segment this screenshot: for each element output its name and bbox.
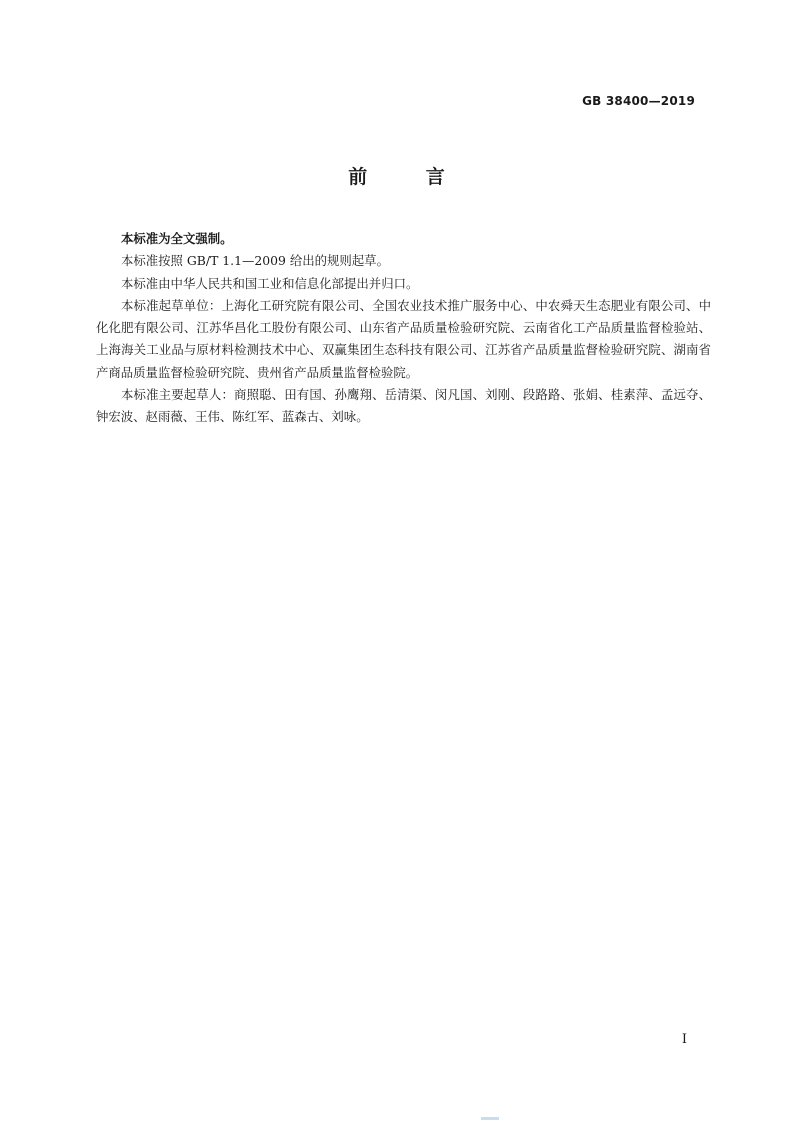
paragraph-drafters: 本标准主要起草人：商照聪、田有国、孙鹰翔、岳清渠、闵凡国、刘刚、段路路、张娟、桂素萍、孟远夺、钟宏波、赵雨薇、王伟、陈红军、蓝森古、刘咏。: [96, 387, 711, 425]
paragraph-proposer: 本标准由中华人民共和国工业和信息化部提出并归口。: [121, 275, 419, 291]
page-edge-marker: [481, 1117, 499, 1120]
page-title: 前 言: [348, 166, 471, 188]
document-code: GB 38400—2019: [582, 94, 695, 108]
page-number: I: [681, 1032, 687, 1047]
paragraph-drafting-rules: 本标准按照 GB/T 1.1—2009 给出的规则起草。: [121, 253, 389, 269]
preface-body: [96, 228, 711, 429]
paragraph-mandatory-statement: 本标准为全文强制。: [121, 231, 233, 246]
paragraph-drafting-units: 本标准起草单位：上海化工研究院有限公司、全国农业技术推广服务中心、中农舜天生态肥业有限公司、中化化肥有限公司、江苏华昌化工股份有限公司、山东省产品质量检验研究院、云南省化工产品质量监督检验站、上海海关工业品与原材料检测技术中心、双赢集团生态科技有限公司、江苏省产品质量监督检验研究院、湖南省产商品质量监督检验研究院、贵州省产品质量监督检验院。: [96, 297, 711, 380]
